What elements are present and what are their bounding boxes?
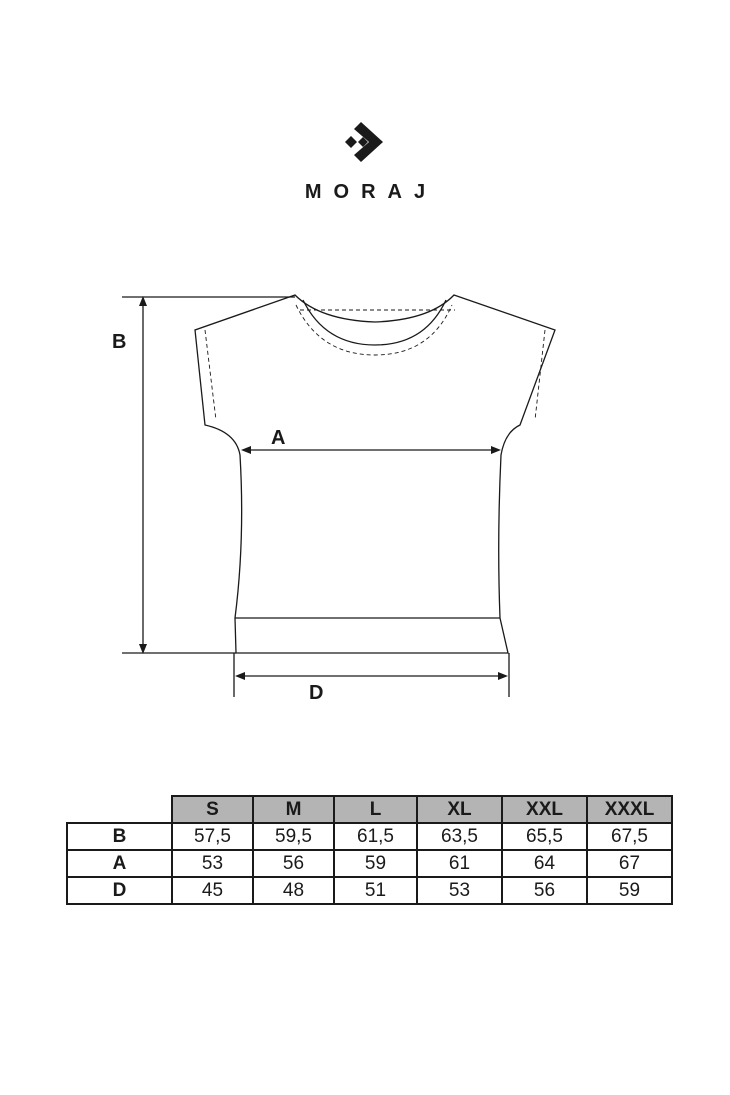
table-cell: 67 <box>587 850 672 877</box>
table-cell: 63,5 <box>417 823 502 850</box>
table-cell: 67,5 <box>587 823 672 850</box>
table-cell: 51 <box>334 877 417 904</box>
table-cell: 65,5 <box>502 823 587 850</box>
table-cell: 53 <box>417 877 502 904</box>
table-cell: 61 <box>417 850 502 877</box>
sleeve-stitch-left <box>205 330 216 420</box>
table-cell: 64 <box>502 850 587 877</box>
brand-name: MORAJ <box>304 181 438 203</box>
size-header: L <box>334 796 417 823</box>
measure-b-label: B <box>112 331 127 353</box>
measure-d-label: D <box>309 682 324 704</box>
table-cell: 61,5 <box>334 823 417 850</box>
row-label: D <box>67 877 172 904</box>
table-cell: 53 <box>172 850 253 877</box>
row-label: B <box>67 823 172 850</box>
table-cell: 59 <box>334 850 417 877</box>
table-cell: 48 <box>253 877 334 904</box>
table-row <box>67 877 672 904</box>
measure-a-arrow-left <box>241 446 251 454</box>
size-table <box>66 795 673 905</box>
size-header: XXXL <box>587 796 672 823</box>
row-label: A <box>67 850 172 877</box>
table-cell: 45 <box>172 877 253 904</box>
size-header: S <box>172 796 253 823</box>
tshirt-outline <box>195 295 555 653</box>
corner-cell <box>67 796 172 823</box>
measure-d-arrow-left <box>235 672 245 680</box>
size-header: XL <box>417 796 502 823</box>
table-cell: 57,5 <box>172 823 253 850</box>
table-cell: 56 <box>253 850 334 877</box>
table-row <box>67 823 672 850</box>
table-row <box>67 850 672 877</box>
measure-d-arrow-right <box>498 672 508 680</box>
size-header: M <box>253 796 334 823</box>
table-cell: 59,5 <box>253 823 334 850</box>
size-header-row <box>67 796 672 823</box>
size-header: XXL <box>502 796 587 823</box>
table-cell: 59 <box>587 877 672 904</box>
table-cell: 56 <box>502 877 587 904</box>
sleeve-stitch-right <box>535 330 545 420</box>
measure-a-arrow-right <box>491 446 501 454</box>
measure-a-label: A <box>271 427 286 449</box>
